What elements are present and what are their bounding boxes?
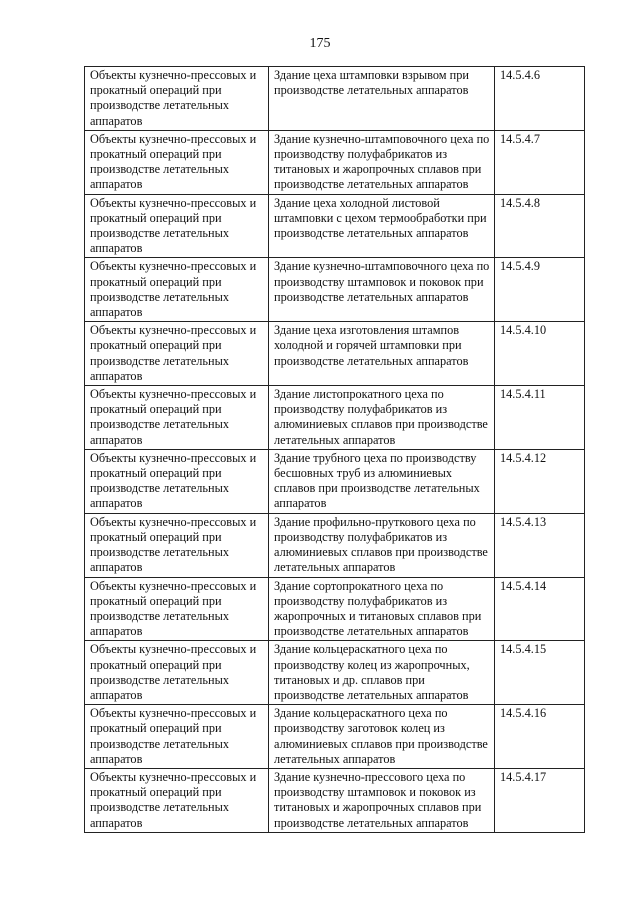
code-cell: 14.5.4.15	[495, 641, 585, 705]
building-cell: Здание цеха холодной листовой штамповки с цехом термообработки при производстве летательных аппаратов	[269, 194, 495, 258]
building-cell: Здание сортопрокатного цеха по производству полуфабрикатов из жаропрочных и титановых сплавов при производстве летательных аппаратов	[269, 577, 495, 641]
building-cell: Здание цеха изготовления штампов холодной и горячей штамповки при производстве летательных аппаратов	[269, 322, 495, 386]
table-row	[85, 130, 585, 194]
table-row	[85, 194, 585, 258]
table-row	[85, 513, 585, 577]
object-cell: Объекты кузнечно-прессовых и прокатный операций при производстве летательных аппаратов	[85, 705, 269, 769]
object-cell: Объекты кузнечно-прессовых и прокатный операций при производстве летательных аппаратов	[85, 67, 269, 131]
object-cell: Объекты кузнечно-прессовых и прокатный операций при производстве летательных аппаратов	[85, 513, 269, 577]
building-cell: Здание кузнечно-прессового цеха по производству штамповок и поковок из титановых и жаропрочных сплавов при производстве летательных аппаратов	[269, 768, 495, 832]
classification-table	[84, 66, 585, 833]
object-cell: Объекты кузнечно-прессовых и прокатный операций при производстве летательных аппаратов	[85, 641, 269, 705]
object-cell: Объекты кузнечно-прессовых и прокатный операций при производстве летательных аппаратов	[85, 194, 269, 258]
object-cell: Объекты кузнечно-прессовых и прокатный операций при производстве летательных аппаратов	[85, 130, 269, 194]
table-row	[85, 258, 585, 322]
building-cell: Здание кузнечно-штамповочного цеха по производству полуфабрикатов из титановых и жаропрочных сплавов при производстве летательных аппаратов	[269, 130, 495, 194]
object-cell: Объекты кузнечно-прессовых и прокатный операций при производстве летательных аппаратов	[85, 449, 269, 513]
object-cell: Объекты кузнечно-прессовых и прокатный операций при производстве летательных аппаратов	[85, 768, 269, 832]
object-cell: Объекты кузнечно-прессовых и прокатный операций при производстве летательных аппаратов	[85, 386, 269, 450]
code-cell: 14.5.4.13	[495, 513, 585, 577]
code-cell: 14.5.4.7	[495, 130, 585, 194]
table-row	[85, 449, 585, 513]
code-cell: 14.5.4.12	[495, 449, 585, 513]
code-cell: 14.5.4.6	[495, 67, 585, 131]
building-cell: Здание профильно-пруткового цеха по производству полуфабрикатов из алюминиевых сплавов при производстве летательных аппаратов	[269, 513, 495, 577]
building-cell: Здание кольцераскатного цеха по производству заготовок колец из алюминиевых сплавов при производстве летательных аппаратов	[269, 705, 495, 769]
code-cell: 14.5.4.11	[495, 386, 585, 450]
code-cell: 14.5.4.10	[495, 322, 585, 386]
table-row	[85, 641, 585, 705]
table-row	[85, 67, 585, 131]
building-cell: Здание листопрокатного цеха по производству полуфабрикатов из алюминиевых сплавов при производстве летательных аппаратов	[269, 386, 495, 450]
table-row	[85, 386, 585, 450]
table-row	[85, 768, 585, 832]
table-body	[85, 67, 585, 833]
code-cell: 14.5.4.9	[495, 258, 585, 322]
table-row	[85, 577, 585, 641]
object-cell: Объекты кузнечно-прессовых и прокатный операций при производстве летательных аппаратов	[85, 322, 269, 386]
building-cell: Здание кузнечно-штамповочного цеха по производству штамповок и поковок при производстве летательных аппаратов	[269, 258, 495, 322]
code-cell: 14.5.4.8	[495, 194, 585, 258]
building-cell: Здание цеха штамповки взрывом при производстве летательных аппаратов	[269, 67, 495, 131]
table-row	[85, 705, 585, 769]
page-number: 175	[309, 36, 331, 51]
code-cell: 14.5.4.14	[495, 577, 585, 641]
code-cell: 14.5.4.17	[495, 768, 585, 832]
building-cell: Здание трубного цеха по производству бесшовных труб из алюминиевых сплавов при производстве летательных аппаратов	[269, 449, 495, 513]
object-cell: Объекты кузнечно-прессовых и прокатный операций при производстве летательных аппаратов	[85, 258, 269, 322]
building-cell: Здание кольцераскатного цеха по производству колец из жаропрочных, титановых и др. сплавов при производстве летательных аппаратов	[269, 641, 495, 705]
object-cell: Объекты кузнечно-прессовых и прокатный операций при производстве летательных аппаратов	[85, 577, 269, 641]
code-cell: 14.5.4.16	[495, 705, 585, 769]
table-row	[85, 322, 585, 386]
